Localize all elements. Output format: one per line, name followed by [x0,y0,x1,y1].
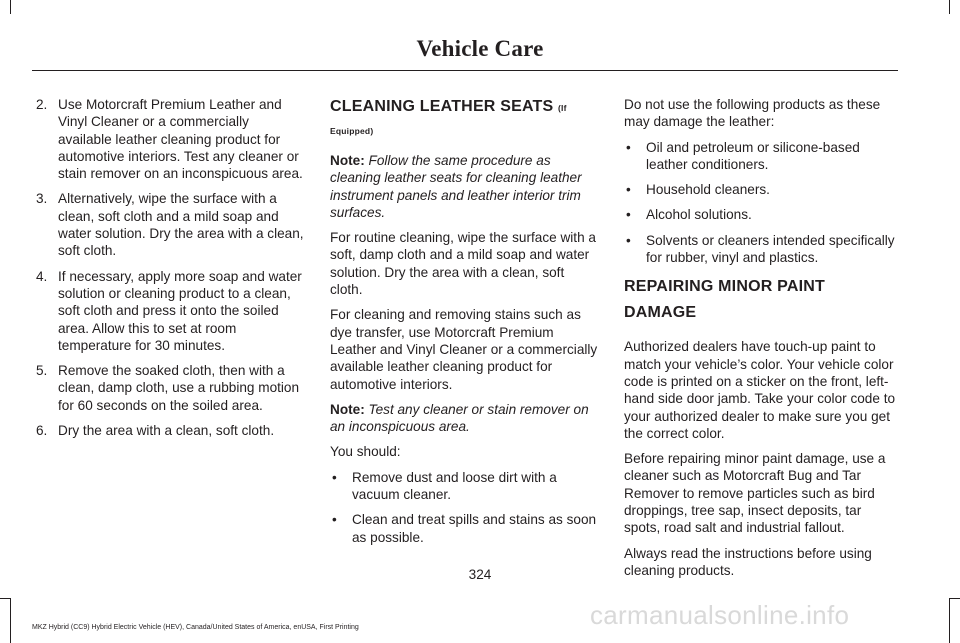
list-item [624,181,896,198]
section-heading-cleaning-leather-seats [330,96,600,142]
list-item-text: Household cleaners. [646,182,770,198]
step-text: Remove the soaked cloth, then with a clean, damp cloth, use a rubbing motion for 60 seconds on the soiled area. [58,363,300,413]
crop-mark-bottom-right-v [949,598,950,643]
watermark: carmanualsonline.info [590,600,850,630]
heading-line: REPAIRING MINOR PAINT [624,278,825,296]
column-right [624,96,896,587]
list-item [330,511,600,546]
list-item-text: Clean and treat spills and stains as soon as possible. [352,512,597,545]
step-number: 2. [36,97,48,112]
section-heading-repairing-minor-paint-damage [624,276,896,324]
crop-mark-bottom-left-h [0,598,10,599]
step-text: If necessary, apply more soap and water solution or cleaning product to a clean, soft cloth and press it onto the soiled area. Allow this to set at room temperature for 30 minutes. [58,268,302,353]
paragraph-routine-cleaning: For routine cleaning, wipe the surface with a soft, damp cloth and a mild soap and water solution. Dry the area with a clean, soft cloth. [330,230,596,298]
note-paragraph [330,152,600,221]
header-rule [32,70,898,71]
list-item [624,139,896,174]
crop-mark-bottom-left-v [10,598,11,643]
bullet-glyph: • [626,182,631,198]
step-item [36,96,304,182]
step-item [36,422,304,439]
crop-mark-bottom-right-h [949,598,960,599]
bullet-glyph: • [332,469,337,485]
list-item-text: Solvents or cleaners intended specifically for rubber, vinyl and plastics. [646,232,895,266]
page-header-title: Vehicle Care [416,36,544,61]
list-item-text: Oil and petroleum or silicone-based leather conditioners. [646,139,860,172]
bullet-glyph: • [626,232,631,248]
note-label: Note: [330,153,365,168]
heading-suffix: (If Equipped) [330,103,567,136]
paragraph-intro: Do not use the following products as these may damage the leather: [624,97,881,130]
step-item [36,362,304,414]
note-text: Test any cleaner or stain remover on an inconspicuous area. [330,401,589,435]
step-number: 3. [36,191,48,207]
step-number: 4. [36,268,48,284]
note-paragraph [330,401,600,436]
crop-mark-top-right [949,0,950,14]
paragraph-stain-removal: For cleaning and removing stains such as dye transfer, use Motorcraft Premium Leather and Vinyl Cleaner or a commercially available leather cleaning product for automotive interiors. [330,307,598,392]
bullet-glyph: • [332,512,337,528]
crop-mark-top-left [10,0,11,14]
column-middle [330,96,600,554]
bullet-glyph: • [626,207,631,223]
note-label: Note: [330,401,365,417]
paragraph-before-repairing: Before repairing minor paint damage, use a cleaner such as Motorcraft Bug and Tar Remover to remove particles such as bird droppings, tree sap, insect deposits, tar spots, road salt and industrial fallout. [624,451,886,536]
step-number: 6. [36,423,48,439]
paragraph-read-instructions: Always read the instructions before using cleaning products. [624,545,872,578]
step-text: Dry the area with a clean, soft cloth. [58,423,275,439]
list-item [624,206,896,223]
list-item [330,469,600,504]
paragraph-you-should: You should: [330,444,401,460]
list-item-text: Alcohol solutions. [646,207,752,223]
heading-line: DAMAGE [624,304,697,322]
bullet-list [624,139,896,267]
bullet-glyph: • [626,139,631,155]
steps-list [36,96,304,439]
footer-text: MKZ Hybrid (CC9) Hybrid Electric Vehicle (HEV), Canada/United States of America, enUSA, First Printing [32,624,359,631]
heading-text: CLEANING LEATHER SEATS [330,98,554,115]
column-left [36,96,304,447]
bullet-list [330,469,600,546]
paragraph-touch-up-paint: Authorized dealers have touch-up paint to match your vehicle’s color. Your vehicle color code is printed on a sticker on the front, left-hand side door jamb. Take your color code to your authorized dealer to make sure you get the correct color. [624,339,896,441]
step-number: 5. [36,363,48,379]
step-item [36,190,304,259]
page-number: 324 [468,567,492,582]
note-text: Follow the same procedure as cleaning leather seats for cleaning leather instrument panels and leather interior trim surfaces. [330,153,582,220]
step-text: Alternatively, wipe the surface with a clean, soft cloth and a mild soap and water solution. Dry the area with a clean, soft cloth. [58,191,304,259]
step-text: Use Motorcraft Premium Leather and Vinyl Cleaner or a commercially available leather cleaning product for automotive interiors. Test any cleaner or stain remover on an inconspicuous area. [58,97,303,182]
list-item [624,232,896,267]
step-item [36,268,304,354]
list-item-text: Remove dust and loose dirt with a vacuum cleaner. [352,469,557,503]
